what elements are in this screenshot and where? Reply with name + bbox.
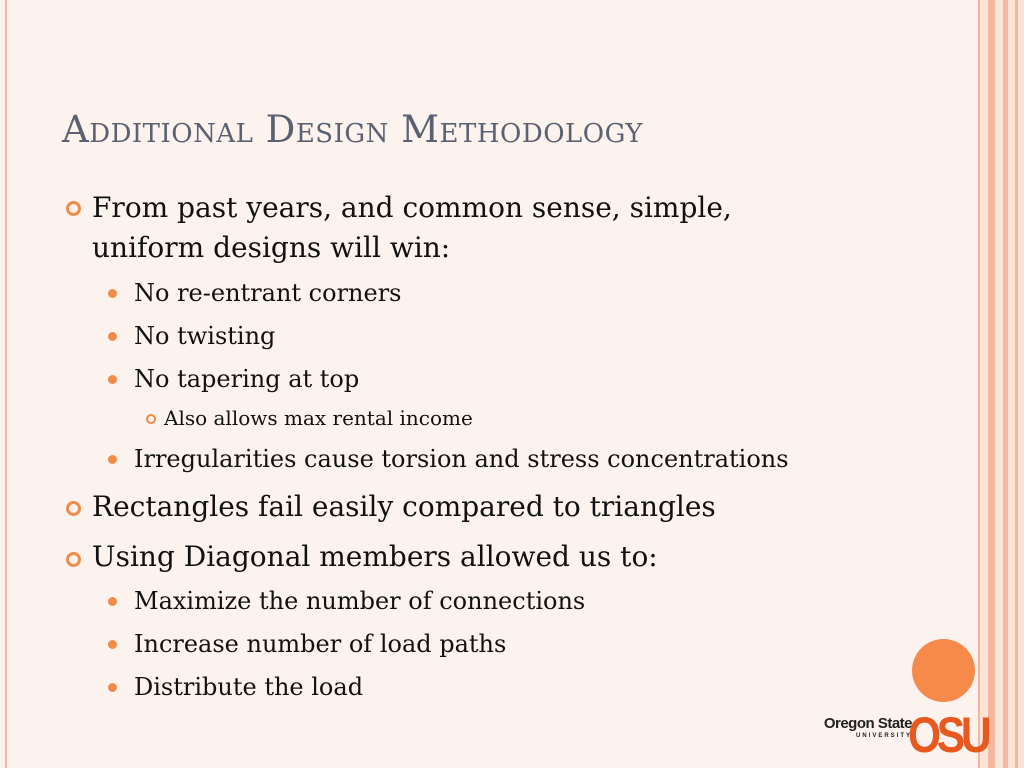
bullet-text-continued: uniform designs will win:	[92, 231, 451, 264]
dot-bullet-icon	[108, 597, 117, 606]
dot-bullet-icon	[108, 640, 117, 649]
dot-bullet-icon	[108, 683, 117, 692]
small-ring-bullet-icon	[146, 414, 156, 424]
dot-bullet-icon	[108, 455, 117, 464]
sub-bullet-text: Distribute the load	[134, 673, 364, 701]
ring-bullet-icon	[66, 201, 81, 216]
decorative-circle	[912, 639, 975, 702]
dot-bullet-icon	[108, 375, 117, 384]
university-logo-text	[818, 716, 912, 740]
dot-bullet-icon	[108, 289, 117, 298]
sub-bullet-text: Maximize the number of connections	[134, 587, 586, 615]
slide-title: Additional Design Methodology	[62, 108, 644, 151]
sub-bullet-text: Increase number of load paths	[134, 630, 507, 658]
bullet-text: From past years, and common sense, simple,	[92, 191, 732, 224]
sub-bullet-text: No re-entrant corners	[134, 279, 402, 307]
ring-bullet-icon	[66, 501, 81, 516]
sub-sub-bullet-text: Also allows max rental income	[164, 406, 473, 430]
logo-name: Oregon State	[823, 715, 912, 732]
sub-bullet-text: No tapering at top	[134, 365, 360, 393]
sub-bullet-text: Irregularities cause torsion and stress concentrations	[134, 445, 789, 473]
sub-bullet-text: No twisting	[134, 322, 276, 350]
bullet-text: Using Diagonal members allowed us to:	[92, 540, 658, 573]
logo-subtitle: UNIVERSITY	[855, 733, 912, 739]
ring-bullet-icon	[66, 552, 81, 567]
osu-logo-mark: OSU	[908, 707, 988, 763]
bullet-text: Rectangles fail easily compared to triangles	[92, 490, 716, 523]
dot-bullet-icon	[108, 332, 117, 341]
